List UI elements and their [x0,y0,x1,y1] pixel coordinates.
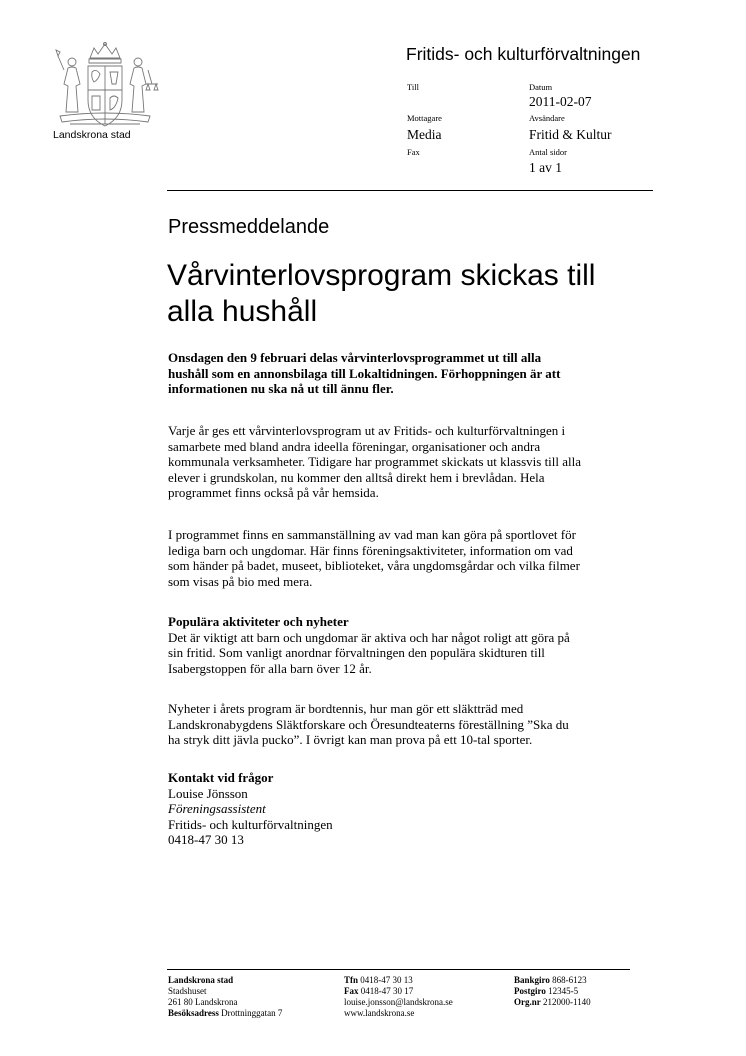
text-line: lediga barn och ungdomar. Här finns föreningsaktiviteter, information om vad [168,542,573,558]
text-line: Det är viktigt att barn och ungdomar är aktiva och har något roligt att göra på [168,629,570,645]
contact-heading: Kontakt vid frågor [168,770,274,785]
avsandare-value: Fritid & Kultur [529,127,612,142]
footer-divider [167,969,630,970]
logo-caption: Landskrona stad [53,129,131,141]
fax-value: 0418-47 30 17 [358,986,414,996]
headline-line: alla hushåll [167,295,318,328]
text-line: ha stryk ditt jävla pucko”. I övrigt kan man prova på ett 10-tal sporter. [168,732,533,748]
text-line: elever i grundskolan, nu kommer den alltså direkt hem i brevlådan. Hela [168,469,545,485]
headline [167,258,667,330]
contact-name: Louise Jönsson [168,785,248,801]
bankgiro-label: Bankgiro [514,975,550,985]
tfn-label: Tfn [344,975,359,985]
footer-website[interactable]: www.landskrona.se [344,1008,415,1018]
footer-address-line: 261 80 Landskrona [168,997,238,1007]
postgiro-value: 12345-5 [545,986,579,996]
footer-contact-column [344,975,453,1019]
mottagare-label: Mottagare [407,113,442,123]
footer-email[interactable]: louise.jonsson@landskrona.se [344,997,453,1007]
text-line: kommunala verksamheter. Tidigare har programmet skickats ut klassvis till alla [168,454,582,470]
avsandare-label: Avsändare [529,113,565,123]
visit-value: Drottninggatan 7 [218,1008,283,1018]
datum-label: Datum [529,82,553,92]
text-line: Isabergstoppen för alla barn över 12 år. [168,660,372,676]
footer-phone [344,975,453,986]
orgnr-label: Org.nr [514,997,541,1007]
footer-visit-address [168,1008,282,1019]
text-line: programmet finns också på vår hemsida. [168,485,379,501]
bankgiro-value: 868-6123 [549,975,587,985]
fax-label: Fax [344,986,359,996]
mottagare-value: Media [407,127,442,142]
subheading: Populära aktiviteter och nyheter [168,614,349,629]
text-line: I programmet finns en sammanställning av vad man kan göra på sportlovet för [168,527,576,542]
contact-block [168,770,658,848]
header-divider [167,190,653,191]
body-paragraph-3 [168,614,658,676]
text-line: Onsdagen den 9 februari delas vårvinterlovsprogrammet ut till alla [168,350,542,365]
headline-line: Vårvinterlovsprogram skickas till [167,259,596,292]
footer-orgnr [514,997,591,1008]
footer-address-line: Stadshuset [168,986,207,996]
lead-paragraph [168,350,658,397]
text-line: sin fritid. Som vanligt anordnar förvaltningen den populära skidturen till [168,645,545,661]
text-line: Nyheter i årets program är bordtennis, hur man gör ett släktträd med [168,701,524,716]
text-line: som visas på bio med mera. [168,573,313,589]
tfn-value: 0418-47 30 13 [358,975,413,985]
orgnr-value: 212000-1140 [540,997,591,1007]
contact-title: Föreningsassistent [168,801,266,817]
footer-bankgiro [514,975,591,986]
text-line: hushåll som en annonsbilaga till Lokaltidningen. Förhoppningen är att [168,365,561,381]
contact-phone: 0418-47 30 13 [168,832,244,848]
antal-sidor-label: Antal sidor [529,147,568,157]
datum-value: 2011-02-07 [529,94,592,109]
fax-label: Fax [407,147,420,157]
footer-finance-column [514,975,591,1008]
footer-postgiro [514,986,591,997]
footer-address-column [168,975,282,1019]
text-line: som händer på badet, museet, biblioteket, våra ungdomsgårdar och vilka filmer [168,558,580,574]
visit-label: Besöksadress [168,1008,219,1018]
postgiro-label: Postgiro [514,986,546,996]
document-type-label: Pressmeddelande [168,216,330,238]
text-line: Landskronabygdens Släktforskare och Öresundteaterns föreställning ”Ska du [168,716,569,732]
body-paragraph-2 [168,527,658,589]
text-line: Varje år ges ett vårvinterlovsprogram ut av Fritids- och kulturförvaltningen i [168,423,566,438]
contact-department: Fritids- och kulturförvaltningen [168,816,333,832]
body-paragraph-4 [168,701,658,748]
department-name: Fritids- och kulturförvaltningen [406,44,641,64]
text-line: informationen nu ska nå ut till ännu fler. [168,381,394,397]
footer-org-name: Landskrona stad [168,975,234,985]
body-paragraph-1 [168,423,658,501]
text-line: samarbete med bland andra ideella föreningar, organisationer och andra [168,438,541,454]
till-label: Till [407,82,419,92]
antal-sidor-value: 1 av 1 [529,160,562,175]
footer-fax [344,986,453,997]
